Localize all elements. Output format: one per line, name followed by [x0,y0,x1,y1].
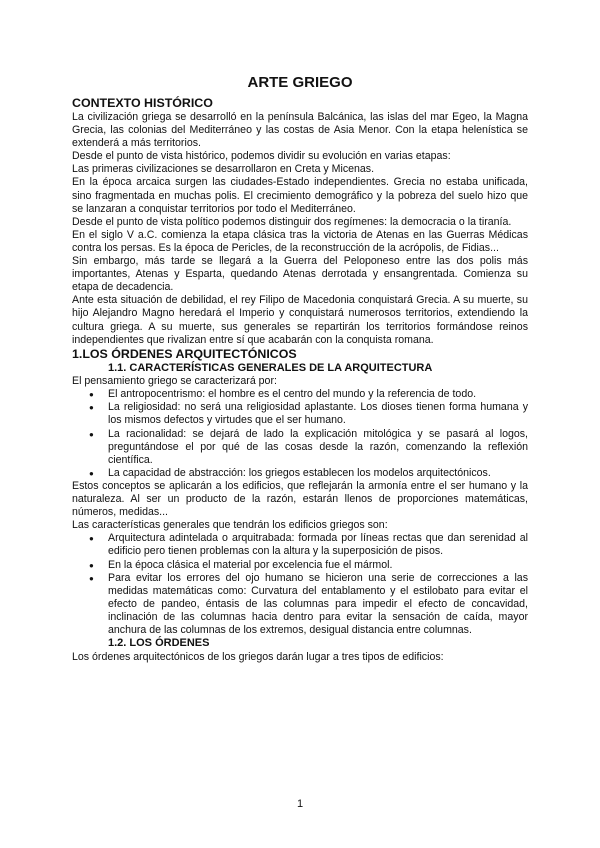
section-heading-ordenes: 1.LOS ÓRDENES ARQUITECTÓNICOS [72,346,297,361]
list-item: ● El antropocentrismo: el hombre es el centro del mundo y la referencia de todo. [108,388,528,401]
paragraph: Los órdenes arquitectónicos de los griegos darán lugar a tres tipos de edificios: [72,650,444,663]
list-item: ● La racionalidad: se dejará de lado la explicación mitológica y se pasará al logos, preguntándose el por qué de las cosas desde la razón, comenzando la reflexión científica. [108,428,528,467]
list-item: ● La capacidad de abstracción: los griegos establecen los modelos arquitectónicos. [108,467,528,480]
list-item: ● Para evitar los errores del ojo humano se hicieron una serie de correcciones a las medidas matemáticas como: Curvatura del entablamento y el estilobato para evitar el efecto de pandeo, éntasis de las columnas para impedir el efecto de concavidad, inclinación de las columnas hacia dentro para evitar la sensación de caída, mayor anchura de las columnas de los extremos, desigual distancia entre columnas. [108,572,528,637]
bullet-list [72,532,528,637]
paragraph: El pensamiento griego se caracterizará por: [72,375,277,388]
paragraph: Las primeras civilizaciones se desarrollaron en Creta y Micenas. [72,163,375,176]
paragraph: En el siglo V a.C. comienza la etapa clásica tras la victoria de Atenas en las Guerras Médicas contra los persas. Es la época de Pericles, de la reconstrucción de la acrópolis, de Fidias... [72,228,528,254]
paragraph: La civilización griega se desarrolló en la península Balcánica, las islas del mar Egeo, la Magna Grecia, las colonias del Mediterráneo y las costas de Asia Menor. Con la etapa helenística se extenderá a más territorios. [72,111,528,150]
document-title: ARTE GRIEGO [247,74,353,91]
paragraph: Sin embargo, más tarde se llegará a la Guerra del Peloponeso entre las dos polis más importantes, Atenas y Esparta, quedando Atenas derrotada y ensangrentada. Comienza su etapa de decadencia. [72,255,528,294]
list-item: ● Arquitectura adintelada o arquitrabada: formada por líneas rectas que dan serenidad al edificio pero tienen problemas con la altura y la superposición de pisos. [108,532,528,558]
list-item: ● En la época clásica el material por excelencia fue el mármol. [108,559,528,572]
page-number: 1 [296,798,304,810]
paragraph: Desde el punto de vista político podemos distinguir dos regímenes: la democracia o la tiranía. [72,215,512,228]
document-page [72,74,528,664]
paragraph: Estos conceptos se aplicarán a los edificios, que reflejarán la armonía entre el ser humano y la naturaleza. Al ser un producto de la razón, estarán llenos de proporciones matemáticas, números, medidas... [72,479,528,519]
paragraph: Desde el punto de vista histórico, podemos dividir su evolución en varias etapas: [72,150,451,163]
subsection-heading-caracteristicas: 1.1. CARACTERÍSTICAS GENERALES DE LA ARQUITECTURA [108,361,433,374]
bullet-list [72,388,528,480]
list-item: ● La religiosidad: no será una religiosidad aplastante. Los dioses tienen forma humana y los mismos defectos y virtudes que el ser humano. [108,401,528,427]
subsection-heading-ordenes: 1.2. LOS ÓRDENES [108,637,210,650]
paragraph: En la época arcaica surgen las ciudades-Estado independientes. Grecia no estaba unificada, sino fragmentada en muchas polis. El crecimiento demográfico y la pobreza del suelo hizo que se lanzaran a conquistar territorios por todo el Mediterráneo. [72,176,528,215]
paragraph: Ante esta situación de debilidad, el rey Filipo de Macedonia conquistará Grecia. A su muerte, su hijo Alejandro Magno heredará el Imperio y conquistará numerosos territorios, extendiendo la cultura griega. A su muerte, sus generales se repartirán los territorios formándose reinos independientes que rivalizan entre sí que acabarán con la conquista romana. [72,294,528,346]
section-heading-contexto: CONTEXTO HISTÓRICO [72,96,213,110]
paragraph: Las características generales que tendrán los edificios griegos son: [72,519,388,532]
